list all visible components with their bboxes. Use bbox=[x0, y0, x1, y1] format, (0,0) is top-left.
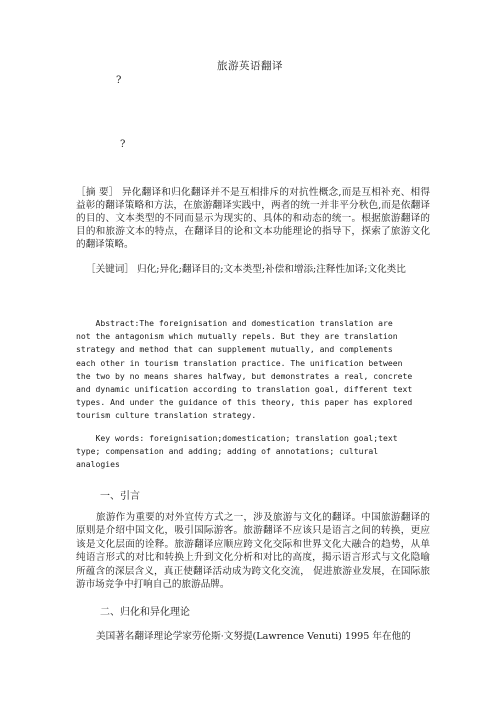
abstract-chinese: ［摘 要］ 异化翻译和归化翻译并不是互相排斥的对抗性概念,而是互相补充、相得益彰的翻译策略和方法，在旅游翻译实践中，两者的统一并非平分秋色,而是依翻译的目的、文本类型的不同而显示为现实的、具体的和动态的统一。根据旅游翻译的目的和旅游文本的特点，在翻译目的论和文本功能理论的指导下，探索了旅游文化的翻译策略。 bbox=[76, 187, 430, 250]
keywords-chinese: ［关键词］ 归化;异化;翻译目的;文本类型;补偿和增添;注释性加译;文化类比 bbox=[86, 264, 406, 275]
section-body-theory: 美国著名翻译理论学家劳伦斯·文努提(Lawrence Venuti) 1995 年在他的 bbox=[96, 631, 411, 642]
section-heading-theory: 二、归化和异化理论 bbox=[100, 607, 190, 618]
keywords-english: Key words: foreignisation;domestication; translation goal;text type; compensation and adding; adding of annotations; cultural analogies bbox=[76, 433, 398, 470]
abstract-english: Abstract:The foreignisation and domestication translation are not the antagonism which mutually repels. But they are translation strategy and method that can supplement mutually, and complements each other in tourism translation practice. The unification between the two by no means shares halfway, but demonstrates a real, concrete and dynamic unification according to translation goal, different text types. And under the guidance of this theory, this paper has explored tourism culture translation strategy. bbox=[76, 318, 413, 421]
question-mark-1: ? bbox=[116, 75, 122, 86]
question-mark-2: ? bbox=[120, 139, 126, 150]
section-body-introduction: 旅游作为重要的对外宣传方式之一，涉及旅游与文化的翻译。中国旅游翻译的原则是介绍中国文化，吸引国际游客。旅游翻译不应该只是语言之间的转换，更应该是文化层面的诠释。旅游翻译应顺应跨文化交际和世界文化大融合的趋势，从单纯语言形式的对比和转换上升到文化分析和对比的高度，揭示语言形式与文化隐喻所蕴含的深层含义，真正使翻译活动成为跨文化交流， 促进旅游业发展，在国际旅游市场竞争中打响自己的旅游品牌。 bbox=[76, 512, 430, 591]
document-title: 旅游英语翻译 bbox=[217, 60, 283, 72]
section-heading-introduction: 一、引言 bbox=[100, 491, 140, 502]
